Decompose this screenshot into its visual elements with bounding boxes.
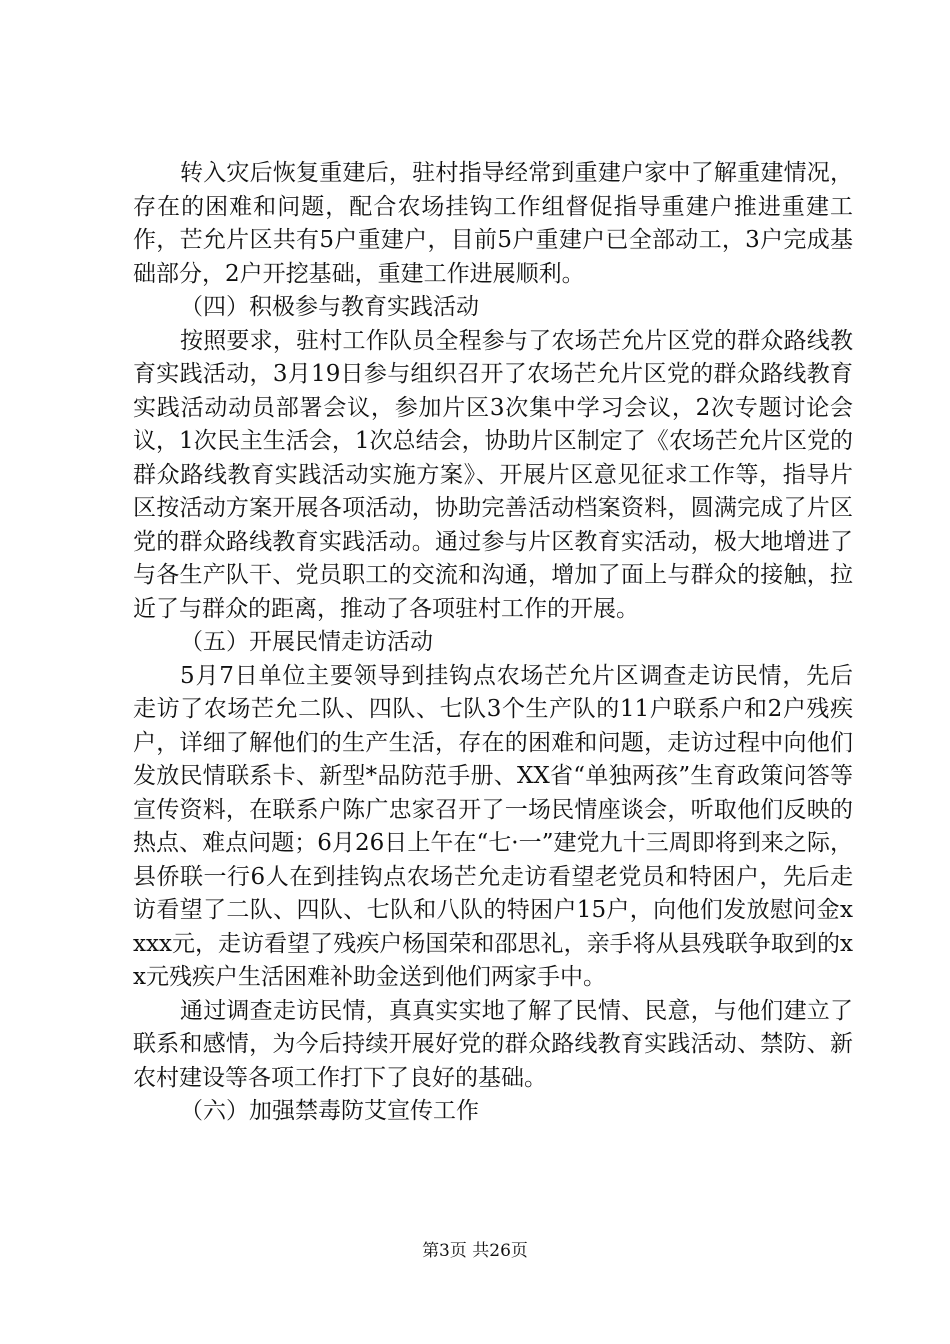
section-heading-drug-aids-prevention: （六）加强禁毒防艾宣传工作 — [180, 1098, 479, 1124]
document-body — [133, 157, 853, 1129]
paragraph-visit-summary: 通过调查走访民情，真真实实地了解了民情、民意，与他们建立了联系和感情，为今后持续开展好党的群众路线教育实践活动、禁防、新农村建设等各项工作打下了良好的基础。 — [133, 997, 853, 1091]
section-heading-education-practice: （四）积极参与教育实践活动 — [180, 294, 479, 320]
page-number-footer: 第3页 共26页 — [422, 1241, 528, 1261]
paragraph-reconstruction: 转入灾后恢复重建后，驻村指导经常到重建户家中了解重建情况，存在的困难和问题，配合农场挂钩工作组督促指导重建户推进重建工作，芒允片区共有5户重建户，目前5户重建户已全部动工，3户完成基础部分，2户开挖基础，重建工作进展顺利。 — [133, 160, 853, 287]
section-heading-public-visits: （五）开展民情走访活动 — [180, 629, 433, 655]
paragraph-education-practice: 按照要求，驻村工作队员全程参与了农场芒允片区党的群众路线教育实践活动，3月19日参与组织召开了农场芒允片区党的群众路线教育实践活动动员部署会议，参加片区3次集中学习会议，2次专题讨论会议，1次民主生活会，1次总结会，协助片区制定了《农场芒允片区党的群众路线教育实践活动实施方案》、开展片区意见征求工作等，指导片区按活动方案开展各项活动，协助完善活动档案资料，圆满完成了片区党的群众路线教育实践活动。通过参与片区教育实活动，极大地增进了与各生产队干、党员职工的交流和沟通，增加了面上与群众的接触，拉近了与群众的距离，推动了各项驻村工作的开展。 — [133, 327, 853, 622]
paragraph-public-visits: 5月7日单位主要领导到挂钩点农场芒允片区调查走访民情，先后走访了农场芒允二队、四队、七队3个生产队的11户联系户和2户残疾户，详细了解他们的生产生活，存在的困难和问题，走访过程中向他们发放民情联系卡、新型*品防范手册、XX省“单独两孩”生育政策问答等宣传资料，在联系户陈广忠家召开了一场民情座谈会，听取他们反映的热点、难点问题；6月26日上午在“七·一”建党九十三周即将到来之际，县侨联一行6人在到挂钩点农场芒允走访看望老党员和特困户，先后走访看望了二队、四队、七队和八队的特困户15户，向他们发放慰问金xxxx元，走访看望了残疾户杨国荣和邵思礼，亲手将从县残联争取到的xx元残疾户生活困难补助金送到他们两家手中。 — [133, 662, 853, 990]
